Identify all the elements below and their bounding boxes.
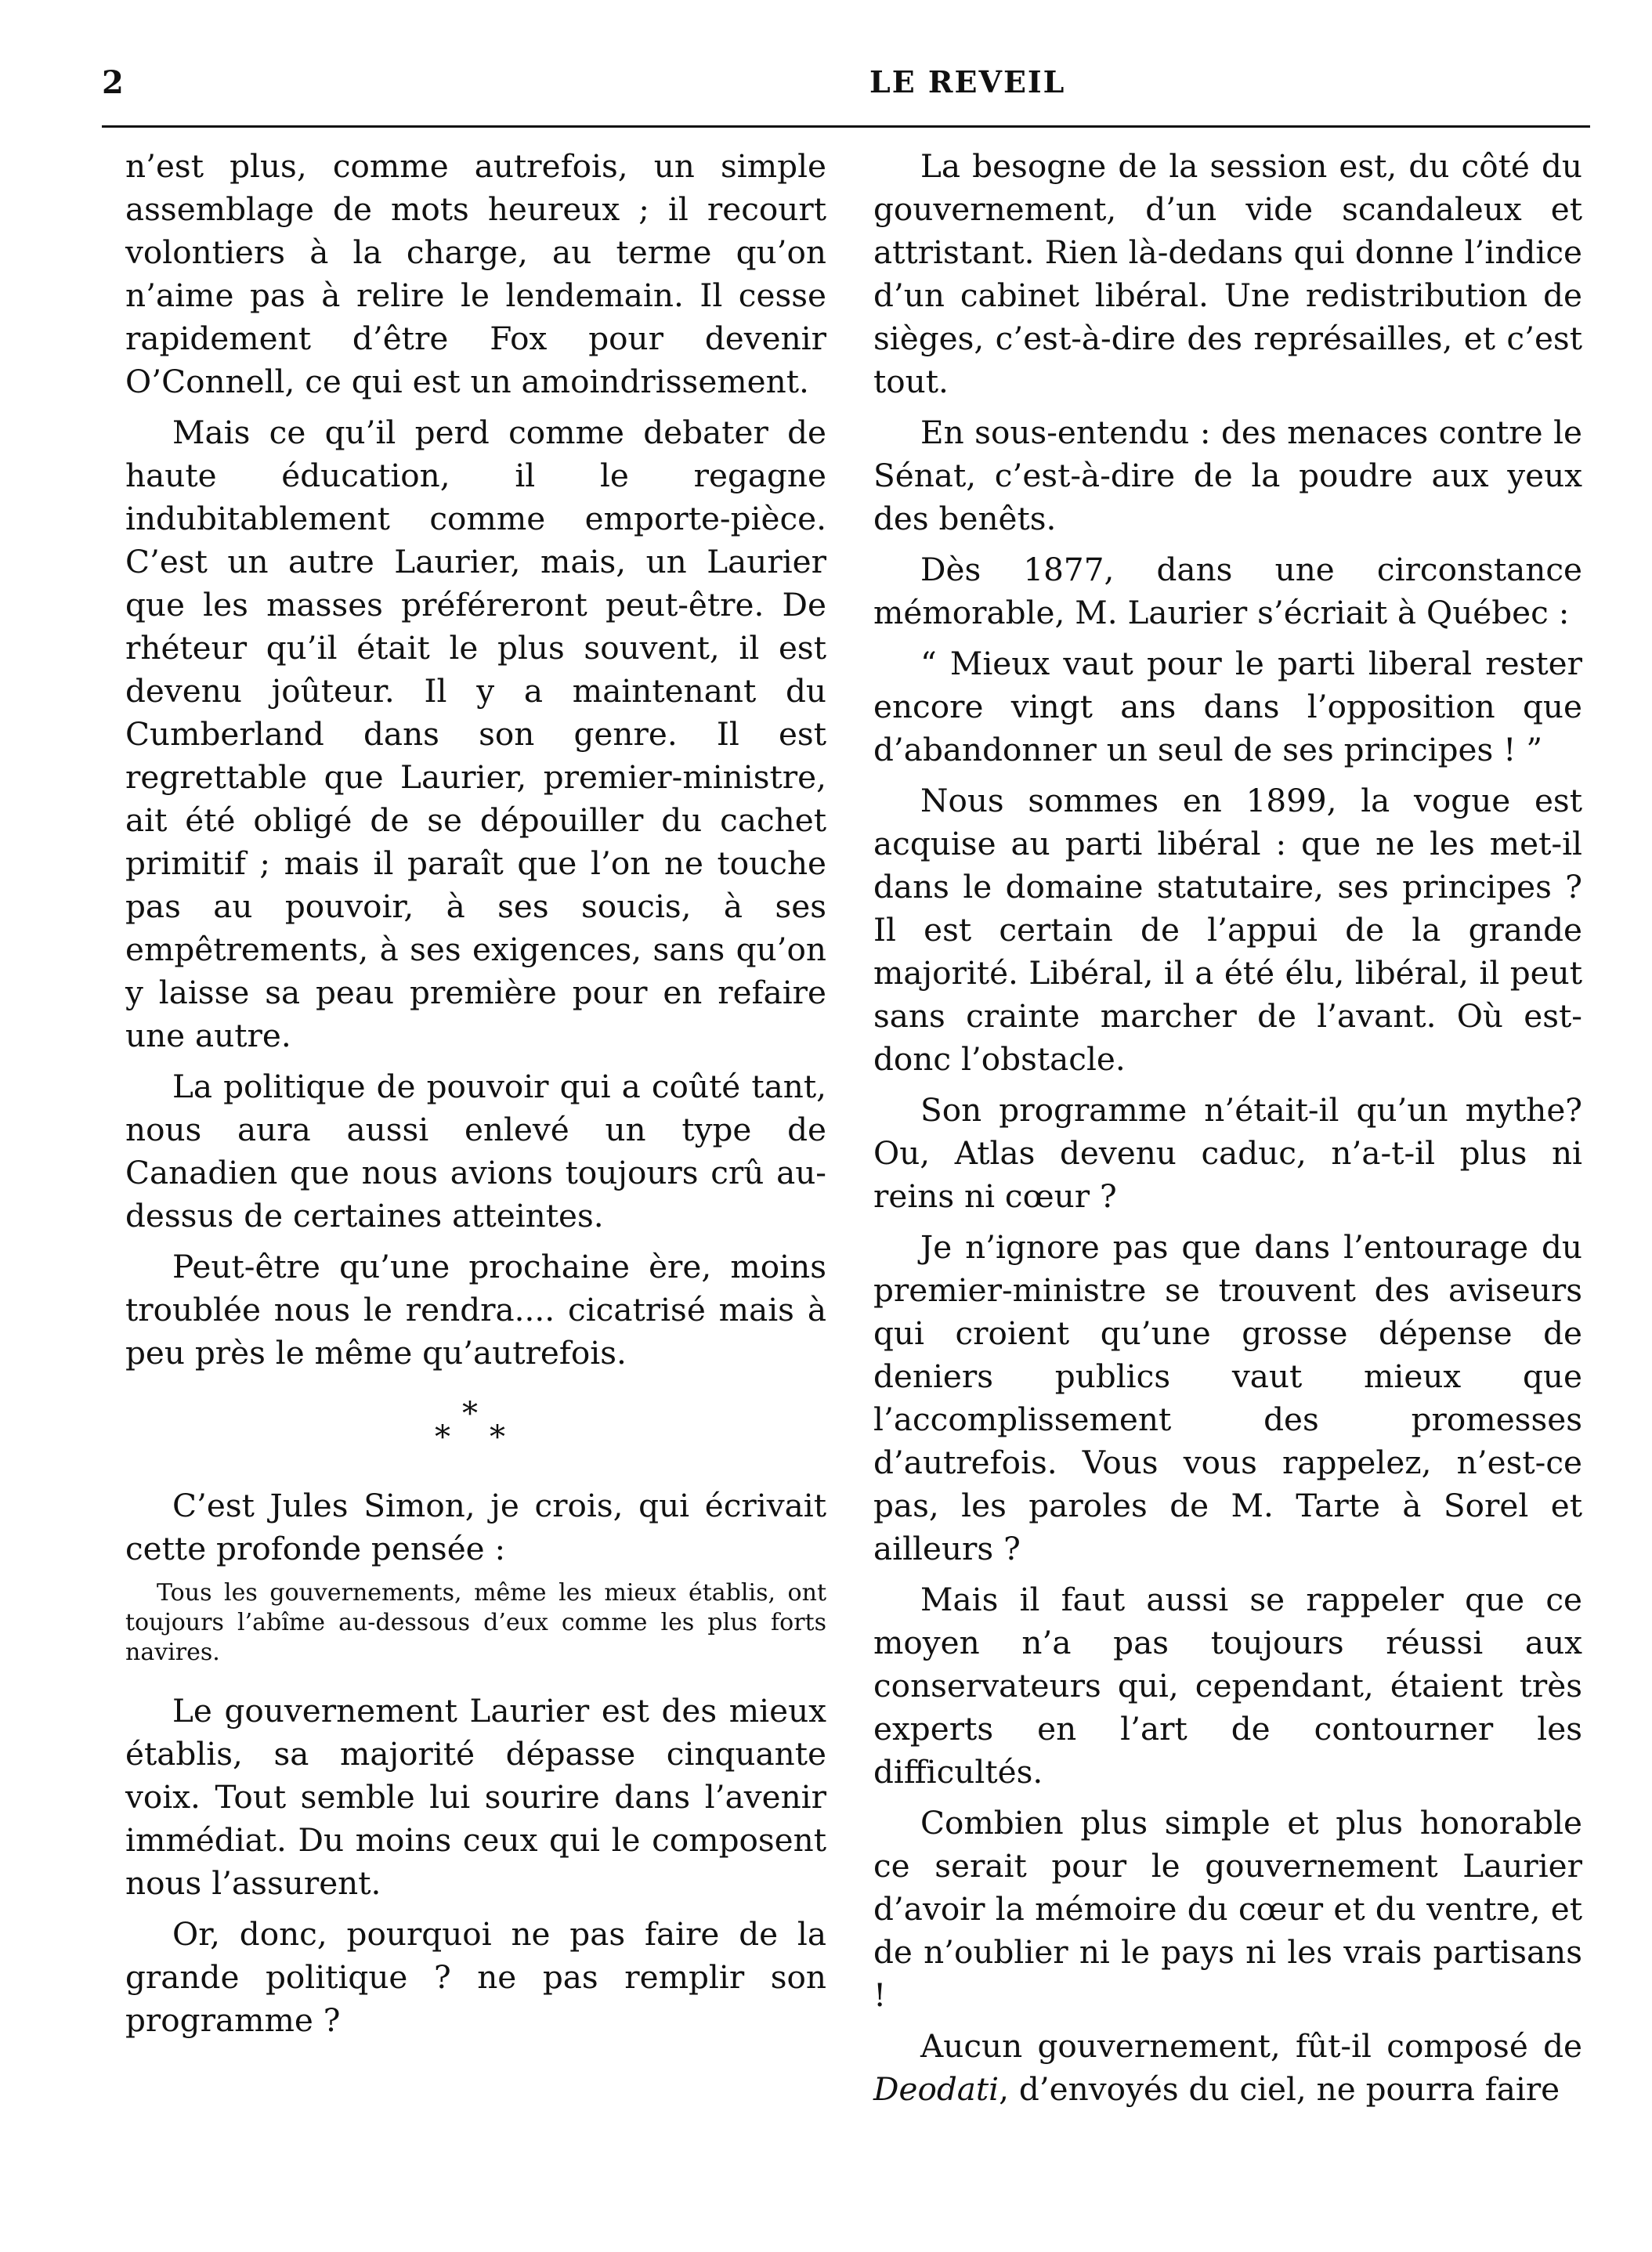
paragraph: Son programme n’était-il qu’un mythe? Ou, Atlas devenu caduc, n’a-t-il plus ni reins ni cœur ?	[873, 1091, 1582, 1215]
right-column	[873, 145, 1582, 2119]
italic-text: Deodati	[873, 2070, 1000, 2108]
paragraph	[873, 2025, 1582, 2111]
asterism-star: *	[462, 1396, 478, 1432]
paragraph: Le gouvernement Laurier est des mieux établis, sa majorité dépasse cinquante voix. Tout semble lui sourire dans l’avenir immédiat. Du moins ceux qui le composent nous l’assurent.	[125, 1692, 826, 1902]
paragraph: La politique de pouvoir qui a coûté tant, nous aura aussi enlevé un type de Canadien que nous avions toujours crû au-dessus de certaines atteintes.	[125, 1068, 826, 1234]
paragraph: Dès 1877, dans une circonstance mémorable, M. Laurier s’écriait à Québec :	[873, 551, 1582, 631]
paragraph: La besogne de la session est, du côté du gouvernement, d’un vide scandaleux et attristant. Rien là-dedans qui donne l’indice d’un cabinet libéral. Une redistribution de sièges, c’est-à-dire des représailles, et c’est tout.	[873, 147, 1582, 400]
paragraph: Nous sommes en 1899, la vogue est acquise au parti libéral : que ne les met-il dans le domaine statutaire, ses principes ? Il est certain de l’appui de la grande majorité. Libéral, il a été élu, libéral, il peut sans crainte marcher de l’avant. Où est-donc l’obstacle.	[873, 782, 1582, 1078]
quotation-paragraph: “ Mieux vaut pour le parti liberal rester encore vingt ans dans l’opposition que d’abandonner un seul de ses principes ! ”	[873, 645, 1582, 768]
asterism-star: *	[435, 1419, 450, 1455]
block-quote: Tous les gouvernements, même les mieux établis, ont toujours l’abîme au-dessous d’eux comme les plus forts navires.	[125, 1579, 826, 1666]
page-header	[102, 64, 1590, 119]
left-column	[125, 145, 826, 2050]
paragraph: Mais ce qu’il perd comme debater de haute éducation, il le regagne indubitablement comme emporte-pièce. C’est un autre Laurier, mais, un Laurier que les masses préféreront peut-être. De rhéteur qu’il était le plus souvent, il est devenu joûteur. Il y a maintenant du Cumberland dans son genre. Il est regrettable que Laurier, premier-ministre, ait été obligé de se dépouiller du cachet primitif ; mais il paraît que l’on ne touche pas au pouvoir, à ses soucis, à ses empêtrements, à ses exigences, sans qu’on y laisse sa peau première pour en refaire une autre.	[125, 414, 826, 1054]
text-run: Aucun gouvernement, fût-il composé de	[920, 2027, 1582, 2065]
asterism-divider	[125, 1398, 826, 1453]
asterism-star: *	[490, 1419, 505, 1455]
header-rule	[102, 125, 1590, 128]
page-number: 2	[102, 64, 124, 101]
paragraph: Je n’ignore pas que dans l’entourage du premier-ministre se trouvent des aviseurs qui croient qu’une grosse dépense de deniers publics vaut mieux que l’accomplissement des promesses d’autrefois. Vous vous rappelez, n’est-ce pas, les paroles de M. Tarte à Sorel et ailleurs ?	[873, 1228, 1582, 1567]
paragraph: Mais il faut aussi se rappeler que ce moyen n’a pas toujours réussi aux conservateurs qui, cependant, étaient très experts en l’art de contourner les difficultés.	[873, 1581, 1582, 1791]
paragraph: Or, donc, pourquoi ne pas faire de la grande politique ? ne pas remplir son programme ?	[125, 1915, 826, 2039]
paragraph: C’est Jules Simon, je crois, qui écrivait cette profonde pensée :	[125, 1487, 826, 1567]
newspaper-title: LE REVEIL	[869, 64, 1066, 99]
paragraph: n’est plus, comme autrefois, un simple assemblage de mots heureux ; il recourt volontiers à la charge, au terme qu’on n’aime pas à relire le lendemain. Il cesse rapidement d’être Fox pour devenir O’Connell, ce qui est un amoindrissement.	[125, 147, 826, 400]
paragraph: Combien plus simple et plus honorable ce serait pour le gouvernement Laurier d’avoir la mémoire du cœur et du ventre, et de n’oublier ni le pays ni les vrais partisans !	[873, 1804, 1582, 2014]
paragraph: Peut-être qu’une prochaine ère, moins troublée nous le rendra.... cicatrisé mais à peu près le même qu’autrefois.	[125, 1248, 826, 1372]
text-run: , d’envoyés du ciel, ne pourra faire	[999, 2070, 1560, 2108]
paragraph: En sous-entendu : des menaces contre le Sénat, c’est-à-dire de la poudre aux yeux des benêts.	[873, 414, 1582, 537]
